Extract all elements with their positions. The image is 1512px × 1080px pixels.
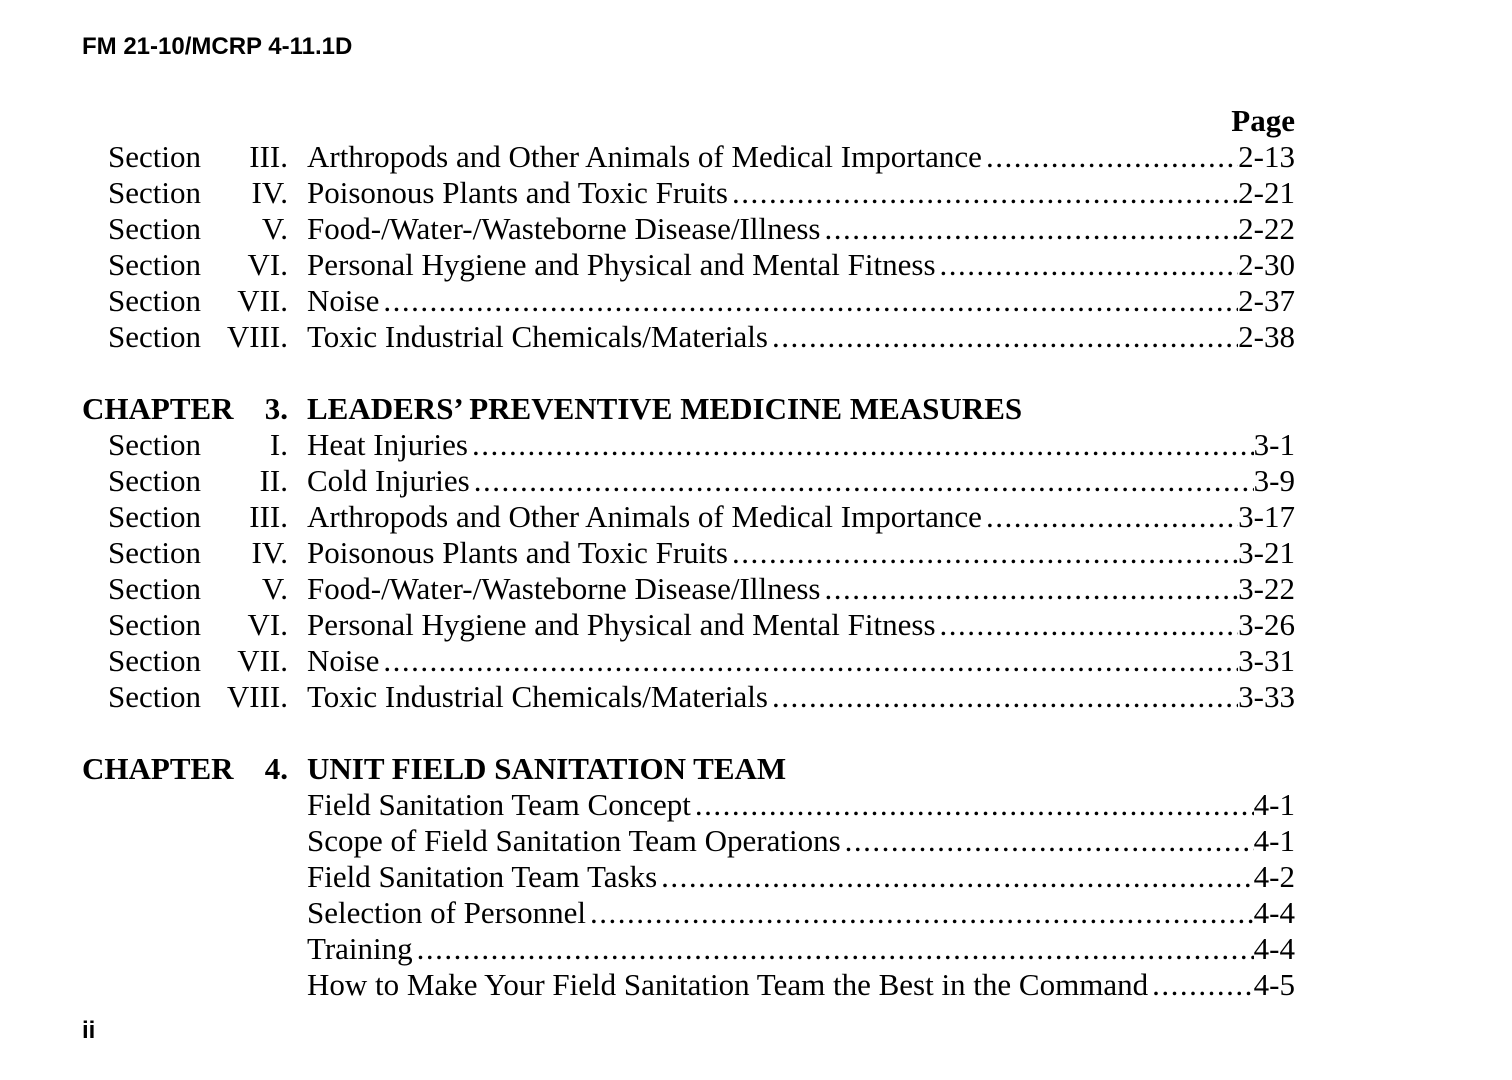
section-title: Personal Hygiene and Physical and Mental Fitness (307, 607, 936, 642)
toc-entry (0, 211, 1512, 247)
section-label: Section (108, 283, 201, 318)
dot-leader (820, 211, 1238, 247)
toc-entry (0, 967, 1512, 1003)
chapter-label: CHAPTER (82, 391, 234, 426)
section-label: Section (108, 175, 201, 210)
section-title: Poisonous Plants and Toxic Fruits (307, 535, 728, 570)
chapter-heading (82, 390, 1382, 428)
section-label: Section (108, 463, 201, 498)
dot-leader (728, 175, 1238, 211)
section-number: I. (269, 427, 288, 462)
toc-entry (0, 175, 1512, 211)
section-number: V. (261, 571, 288, 606)
section-title: Toxic Industrial Chemicals/Materials (307, 679, 768, 714)
toc-entry (0, 895, 1512, 931)
page-number: 4-4 (1253, 931, 1295, 966)
toc-entry (0, 283, 1512, 319)
chapter-number: 4. (264, 751, 288, 786)
dot-leader (982, 139, 1238, 175)
chapter-label: CHAPTER (82, 751, 234, 786)
dot-leader (728, 535, 1238, 571)
section-number: III. (249, 139, 288, 174)
section-number: VII. (237, 283, 288, 318)
page-number: 2-21 (1238, 175, 1295, 210)
toc-entry (0, 787, 1512, 823)
toc-entry (0, 571, 1512, 607)
dot-leader (936, 607, 1239, 643)
section-number: V. (261, 211, 288, 246)
dot-leader (470, 463, 1254, 499)
section-title: Personal Hygiene and Physical and Mental Fitness (307, 247, 936, 282)
toc-entry (0, 823, 1512, 859)
page-footer-number: ii (82, 1017, 96, 1044)
section-number: II. (259, 463, 288, 498)
document-header: FM 21-10/MCRP 4-11.1D (82, 33, 353, 60)
section-number: VII. (237, 643, 288, 678)
page-number: 3-33 (1238, 679, 1295, 714)
page-number: 4-5 (1253, 967, 1295, 1002)
toc-entry (0, 859, 1512, 895)
toc-entry (0, 139, 1512, 175)
page-number: 2-30 (1238, 247, 1295, 282)
toc-entry (0, 247, 1512, 283)
page-number: 3-1 (1253, 427, 1295, 462)
section-label: Section (108, 571, 201, 606)
dot-leader (841, 823, 1254, 859)
section-title: Cold Injuries (307, 463, 470, 498)
page-number: 3-31 (1238, 643, 1295, 678)
page-number: 2-22 (1238, 211, 1295, 246)
section-title: Food-/Water-/Wasteborne Disease/Illness (307, 211, 821, 246)
section-label: Section (108, 607, 201, 642)
section-title: Arthropods and Other Animals of Medical Importance (307, 499, 982, 534)
page-number: 3-21 (1238, 535, 1295, 570)
chapter-title: LEADERS’ PREVENTIVE MEDICINE MEASURES (307, 391, 1023, 426)
section-title: Food-/Water-/Wasteborne Disease/Illness (307, 571, 821, 606)
dot-leader (768, 679, 1238, 715)
toc-entry (0, 931, 1512, 967)
entry-title: How to Make Your Field Sanitation Team the Best in the Command (307, 967, 1149, 1002)
section-label: Section (108, 211, 201, 246)
dot-leader (820, 571, 1238, 607)
section-label: Section (108, 427, 201, 462)
page-number: 4-1 (1253, 787, 1295, 822)
section-number: III. (249, 499, 288, 534)
section-title: Heat Injuries (307, 427, 468, 462)
entry-title: Field Sanitation Team Tasks (307, 859, 658, 894)
dot-leader (982, 499, 1238, 535)
toc-entry (0, 679, 1512, 715)
section-label: Section (108, 139, 201, 174)
section-label: Section (108, 499, 201, 534)
section-label: Section (108, 643, 201, 678)
dot-leader (468, 427, 1254, 463)
page-column-label: Page (1231, 103, 1295, 138)
section-number: VI. (247, 607, 288, 642)
section-title: Toxic Industrial Chemicals/Materials (307, 319, 768, 354)
section-label: Section (108, 535, 201, 570)
entry-title: Training (307, 931, 413, 966)
section-label: Section (108, 319, 201, 354)
page-number: 3-26 (1238, 607, 1295, 642)
section-label: Section (108, 679, 201, 714)
page-number: 3-22 (1238, 571, 1295, 606)
dot-leader (586, 895, 1254, 931)
page-number: 2-13 (1238, 139, 1295, 174)
page-number: 4-4 (1253, 895, 1295, 930)
entry-title: Selection of Personnel (307, 895, 586, 930)
toc-entry (0, 499, 1512, 535)
page-number: 4-2 (1253, 859, 1295, 894)
dot-leader (691, 787, 1254, 823)
dot-leader (379, 643, 1238, 679)
chapter-title: UNIT FIELD SANITATION TEAM (307, 751, 787, 786)
dot-leader (379, 283, 1238, 319)
entry-title: Scope of Field Sanitation Team Operations (307, 823, 841, 858)
toc-entry (0, 319, 1512, 355)
section-title: Poisonous Plants and Toxic Fruits (307, 175, 728, 210)
page-number: 3-17 (1238, 499, 1295, 534)
toc-entry (0, 427, 1512, 463)
page-number: 2-38 (1238, 319, 1295, 354)
section-title: Noise (307, 283, 380, 318)
page-number: 4-1 (1253, 823, 1295, 858)
dot-leader (1148, 967, 1254, 1003)
toc-entry (0, 463, 1512, 499)
toc-entry (0, 643, 1512, 679)
entry-title: Field Sanitation Team Concept (307, 787, 691, 822)
section-number: VIII. (226, 679, 288, 714)
section-number: IV. (251, 175, 288, 210)
section-label: Section (108, 247, 201, 282)
chapter-number: 3. (264, 391, 288, 426)
section-number: VI. (247, 247, 288, 282)
dot-leader (413, 931, 1254, 967)
section-title: Arthropods and Other Animals of Medical Importance (307, 139, 982, 174)
section-title: Noise (307, 643, 380, 678)
dot-leader (936, 247, 1239, 283)
dot-leader (768, 319, 1238, 355)
page-number: 3-9 (1253, 463, 1295, 498)
section-number: IV. (251, 535, 288, 570)
page-number: 2-37 (1238, 283, 1295, 318)
toc-entry (0, 535, 1512, 571)
section-number: VIII. (226, 319, 288, 354)
dot-leader (657, 859, 1254, 895)
chapter-heading (82, 750, 1382, 788)
toc-entry (0, 607, 1512, 643)
